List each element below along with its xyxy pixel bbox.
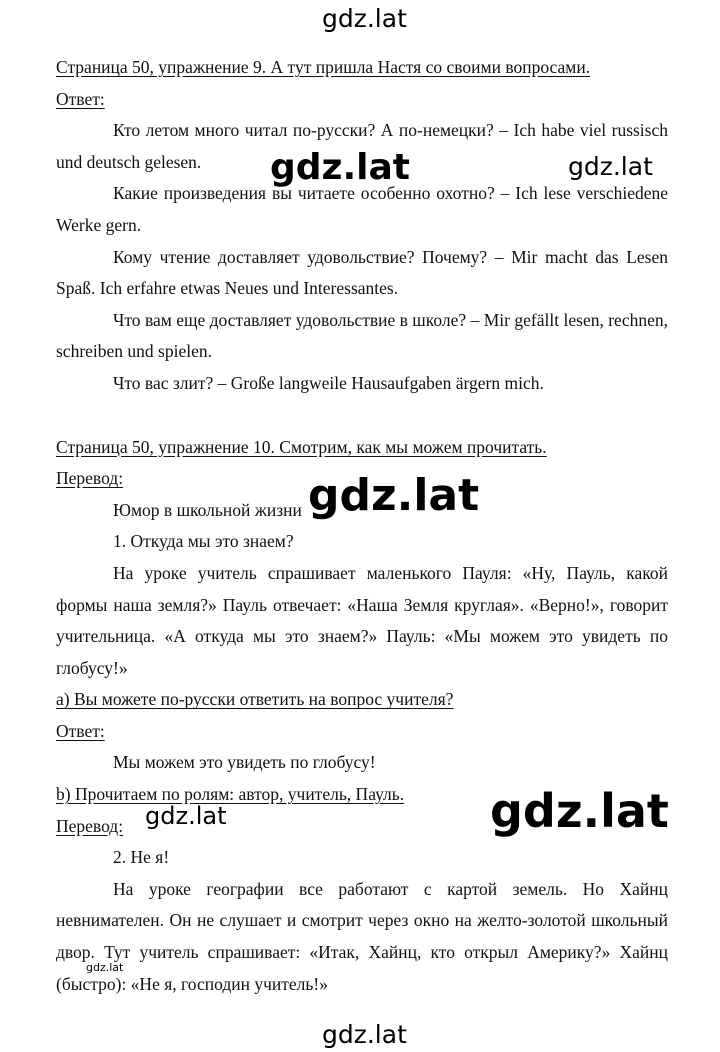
section-gap — [56, 400, 668, 432]
story-collection-title: Юмор в школьной жизни — [113, 499, 302, 520]
watermark-small-2: gdz.lat — [145, 802, 227, 830]
exercise-9-paragraph-3: Кому чтение доставляет удовольствие? Почему? – Mir macht das Lesen Spaß. Ich erfahre etwas Neues und Interessantes. — [56, 246, 668, 299]
question-b: b) Прочитаем по ролям: автор, учитель, Пауль. — [56, 784, 405, 805]
question-a: a) Вы можете по-русски ответить на вопрос учителя? — [56, 689, 454, 710]
watermark-top: gdz.lat — [322, 4, 407, 33]
exercise-9-answer-label: Ответ: — [56, 88, 105, 109]
exercise-10-translation-label: Перевод: — [56, 468, 124, 489]
story-1-text: На уроке учитель спрашивает маленького Пауля: «Ну, Пауль, какой формы наша земля?» Пауль отвечает: «Наша Земля круглая». «Верно!», говорит учительница. «А откуда мы это знаем?» Пауль: «Мы можем это увидеть по глобусу!» — [56, 562, 668, 678]
document-body — [56, 52, 668, 1000]
exercise-9-paragraph-5: Что вас злит? – Große langweile Hausaufgaben ärgern mich. — [113, 372, 544, 393]
exercise-9-section — [56, 52, 668, 400]
exercise-10-heading: Страница 50, упражнение 10. Смотрим, как мы можем прочитать. — [56, 436, 547, 457]
exercise-9-heading: Страница 50, упражнение 9. А тут пришла Настя со своими вопросами. — [56, 57, 591, 77]
exercise-9-paragraph-4: Что вам еще доставляет удовольствие в школе? – Mir gefällt lesen, rechnen, schreiben und spielen. — [56, 309, 668, 362]
exercise-9-paragraph-1: Кто летом много читал по-русски? А по-немецки? – Ich habe viel russisch und deutsch gelesen. — [56, 120, 668, 172]
watermark-large-2: gdz.lat — [308, 470, 480, 521]
watermark-tiny: gdz.lat — [86, 961, 124, 974]
exercise-9-paragraph-2: Какие произведения вы читаете особенно охотно? – Ich lese verschiedene Werke gern. — [56, 183, 668, 235]
question-b-translation-label: Перевод: — [56, 815, 124, 836]
story-1-title: 1. Откуда мы это знаем? — [113, 531, 294, 552]
watermark-bottom: gdz.lat — [322, 1020, 407, 1049]
story-2-text: На уроке географии все работают с картой земель. Но Хайнц невнимателен. Он не слушает и смотрит через окно на желто-золотой школьный двор. Тут учитель спрашивает: «Итак, Хайнц, кто открыл Америку?» Хайнц (быстро): «Не я, господин учитель!» — [56, 878, 668, 994]
watermark-large-1: gdz.lat — [270, 147, 411, 188]
story-2-title: 2. Не я! — [113, 847, 170, 868]
watermark-large-3: gdz.lat — [490, 784, 669, 838]
question-a-answer-label: Ответ: — [56, 720, 105, 741]
question-a-answer: Мы можем это увидеть по глобусу! — [113, 752, 376, 773]
watermark-small-1: gdz.lat — [568, 152, 653, 181]
